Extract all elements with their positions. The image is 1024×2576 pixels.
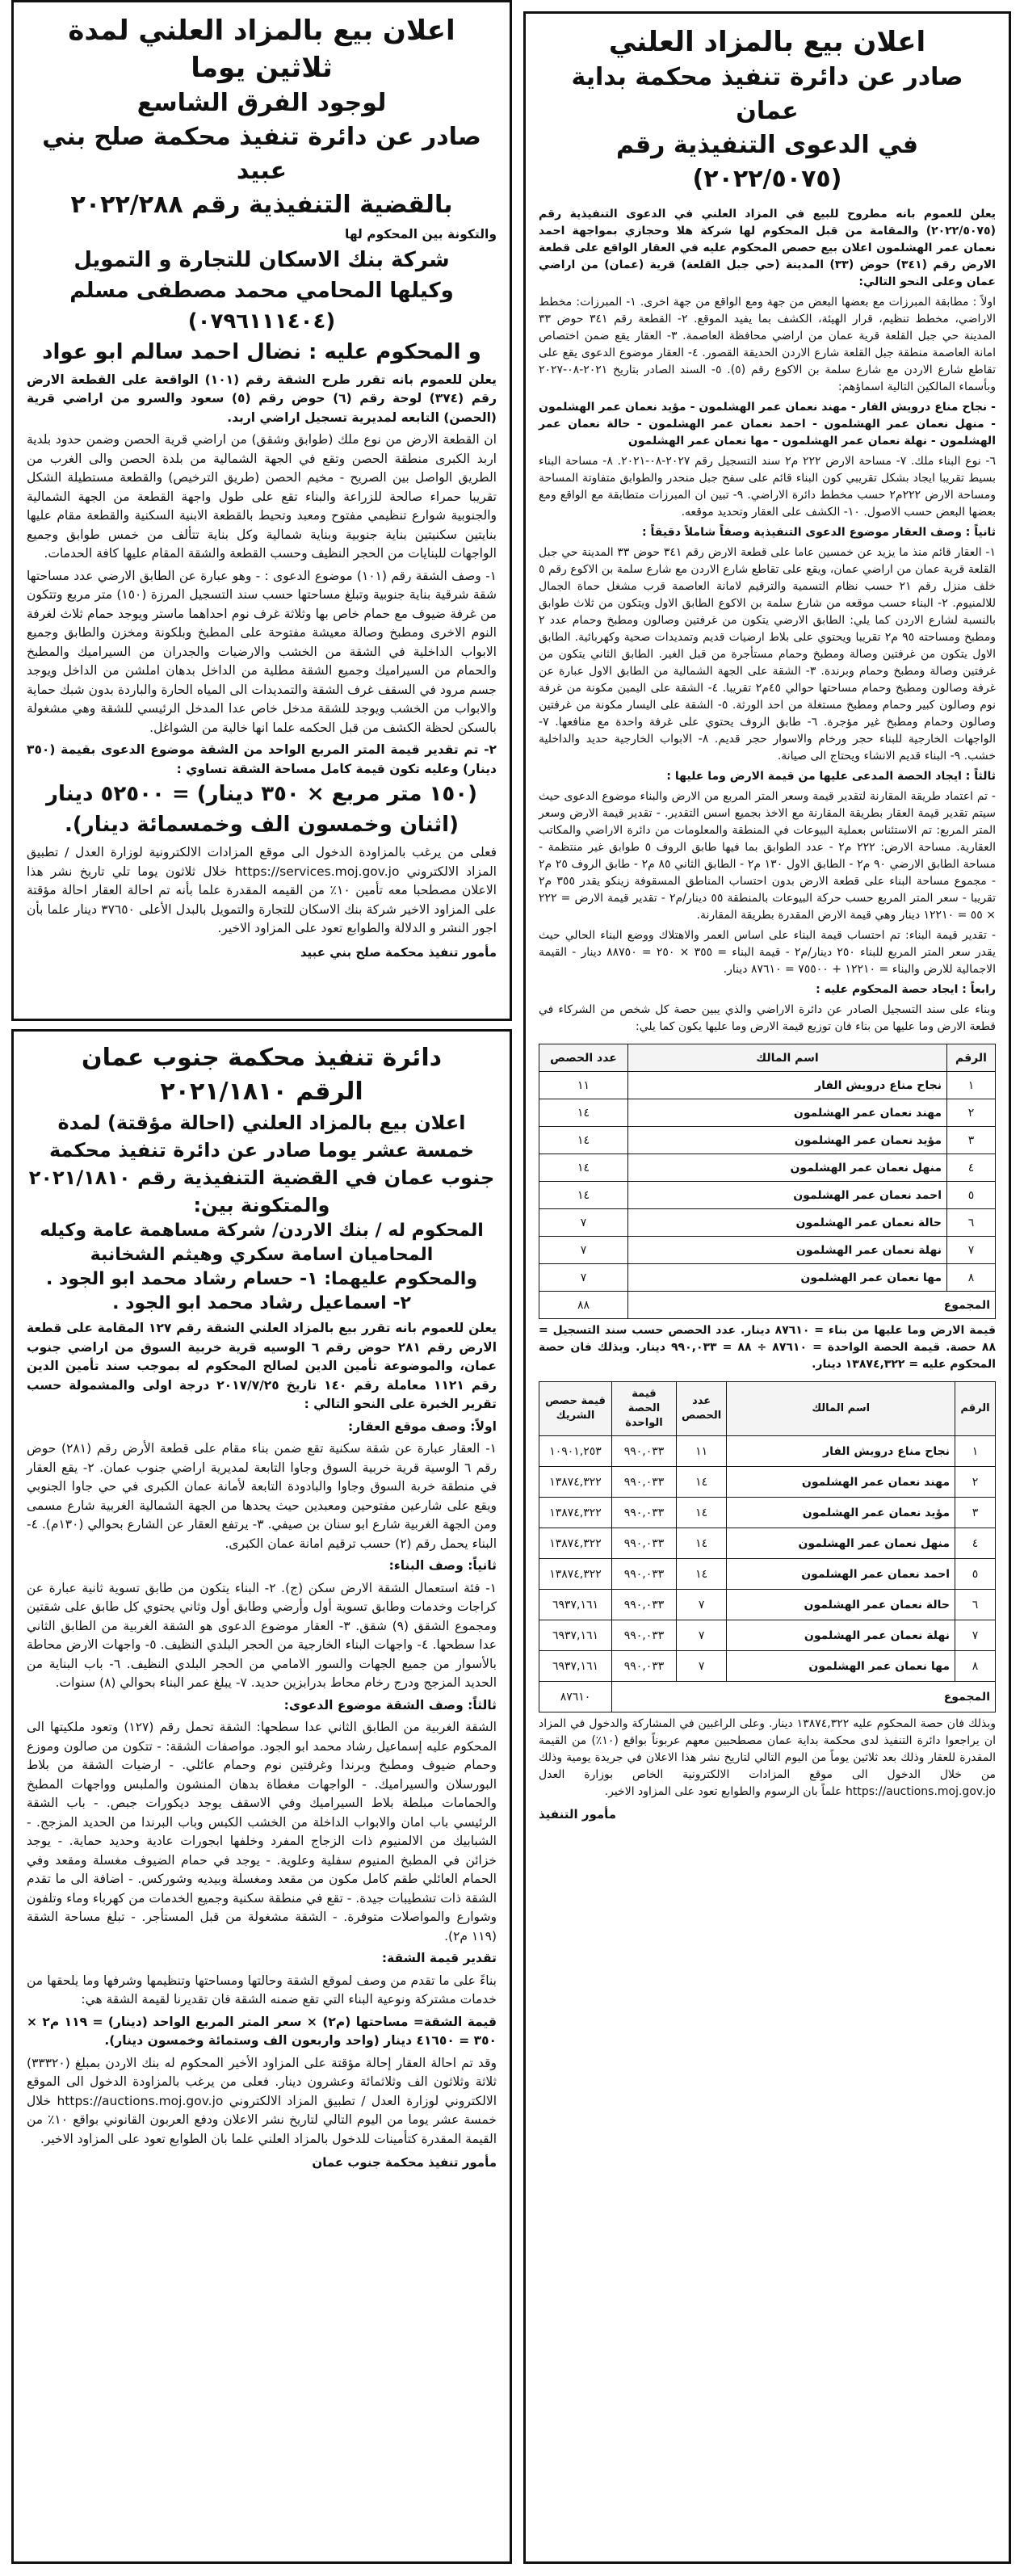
lb-body-5: وقد تم احالة العقار إحالة مؤقتة على المزاود الأخير المحكوم له بنك الاردن بمبلغ (٣٣٣٢٠) ثلاثة وثلاثون الف وثلاثمائة وعشرون دينار. فعلى من يرغب بالمزاودة الدخول الى الموقع الالكتروني لوزارة العدل / تطبيق المزاد الالكتروني https://auctions.moj.gov.jo خلال خمسة عشر يوما من اليوم التالي لتاريخ نشر الاعلان ودفع العربون القانوني بواقع ١٠٪ من القيمة المقدرة كتأمينات للدخول بالمزاد العلني علما بان الطوابع تعود على المزاود الاخير. — [27, 2055, 497, 2146]
right-body-1: ٦- نوع البناء ملك. ٧- مساحة الارض ٢٢٢ م٢ سند التسجيل رقم ٢٠٢٧-٠٨-٢٠٢١. ٨- مساحة البناء بسيط تقريبا ايجاد بشكل تقريبي كون البناء قائم على سفح جبل منحدر والطوابق متفاوتة المساحة ومساحة الارض ٢٢٢م٢ حسب مخطط دائرة الاراضي. ٩- تبين ان المبرزات متطابقة مع الواقع ومع بعضها البعض حسب الاصول. ١٠- الكشف على العقار وتحديد موقعه. — [539, 455, 997, 519]
col-number: الرقم — [947, 1044, 996, 1072]
cell-no: ٤ — [955, 1528, 996, 1559]
right-title-3: في الدعوى التنفيذية رقم (٢٠٢٢/٥٠٧٥) — [615, 131, 919, 193]
right-announcement — [523, 11, 1011, 2564]
cell-no: ٦ — [947, 1209, 996, 1237]
left-bottom-announcement — [11, 1029, 512, 2564]
cell-shares: ٧ — [677, 1620, 727, 1651]
lt-party-2: وكيلها المحامي محمد مصطفى مسلم (٠٧٩٦١١١٤٠٤) — [69, 278, 454, 334]
cell-owner: منهل نعمان عمر الهشلمون — [628, 1154, 947, 1182]
lt-signature: مأمور تنفيذ محكمة صلح بني عبيد — [300, 944, 497, 960]
cell-share-value: ٩٩٠,٠٣٣ — [612, 1528, 677, 1559]
cell-no: ٥ — [947, 1182, 996, 1209]
cell-shares: ١٤ — [677, 1559, 727, 1590]
cell-partner-value: ١٠٩٠١,٢٥٣ — [539, 1436, 612, 1467]
col-number: الرقم — [955, 1382, 996, 1436]
table-row — [539, 1559, 996, 1590]
right-section-2-title: ثانياً : وصف العقار موضوع الدعوى التنفيذية وصفاً شاملاً دقيقاً : — [642, 526, 996, 539]
col-owner: اسم المالك — [628, 1044, 947, 1072]
lb-section-2: ثانياً: وصف البناء: — [388, 1558, 497, 1573]
cell-partner-value: ١٣٨٧٤,٣٢٢ — [539, 1467, 612, 1498]
table-row — [539, 1182, 996, 1209]
cell-owner: مؤيد نعمان عمر الهشلمون — [628, 1127, 947, 1154]
cell-partner-value: ٦٩٣٧,١٦١ — [539, 1590, 612, 1620]
cell-owner: مهند نعمان عمر الهشلمون — [628, 1099, 947, 1127]
lb-section-3: ثالثاً: وصف الشقة موضوع الدعوى: — [283, 1697, 497, 1712]
lt-body-5: فعلى من يرغب بالمزاودة الدخول الى موقع المزادات الالكترونية لوزارة العدل / تطبيق المزاد الالكتروني https://services.moj.gov.jo خلال ثلاثون يوما تلي تاريخ نشر هذا الاعلان مصطحبا معه تأمين ١٠٪ من القيمه المقدرة علما بأنه تم احالة العقار احالة مؤقتة على المزاود الاخير شركة بنك الاسكان للتجارة والتمويل بالبدل الأعلى ٣٧٦٥٠ دينار علما بأن اجور النشر و الدلالة والطوابع تعود على المزاود الاخير. — [27, 845, 497, 935]
total-label: المجموع — [628, 1292, 996, 1319]
lt-title-2: لوجود الفرق الشاسع — [136, 89, 387, 117]
table-row — [539, 1127, 996, 1154]
total-value: ٨٨ — [539, 1292, 628, 1319]
cell-shares: ١١ — [539, 1072, 628, 1099]
lb-title-4: والمتكونة بين: — [193, 1194, 330, 1217]
left-top-announcement — [11, 0, 512, 1021]
table-total-row — [539, 1292, 996, 1319]
cell-partner-value: ١٣٨٧٤,٣٢٢ — [539, 1559, 612, 1590]
table-row — [539, 1237, 996, 1264]
col-partner-value: قيمة حصص الشريك — [539, 1382, 612, 1436]
cell-owner: نهلة نعمان عمر الهشلمون — [628, 1237, 947, 1264]
cell-no: ١ — [947, 1072, 996, 1099]
lb-party-1: المحكوم له / بنك الاردن/ شركة مساهمة عامة وكيله المحاميان اسامة سكري وهيثم الشخانبة — [40, 1221, 484, 1265]
cell-shares: ٧ — [677, 1590, 727, 1620]
cell-no: ٣ — [955, 1498, 996, 1528]
right-body-4: - تقدير قيمة البناء: تم احتساب قيمة البناء على اساس العمر والاهتلاك ووضع البناء الحالي حيث يقدر سعر المتر المربع للبناء ٢٥٠ دينار/م٢ - قيمة البناء = ٣٥٥ × ٢٥٠ = ٨٨٧٥٠ دينار - القيمة الاجمالية للارض والبناء = ١٢٢١٠ + ٧٥٥٠٠ = ٨٧٦١٠ دينار. — [539, 929, 996, 976]
col-shares: عدد الحصص — [539, 1044, 628, 1072]
right-closing: وبذلك فان حصة المحكوم عليه ١٣٨٧٤,٣٢٢ دينار. وعلى الراغبين في المشاركة والدخول في المزاد ان يراجعوا دائرة التنفيذ لدى محكمة بداية عمان مصطحبين معهم عربوناً بواقع (١٠٪) من القيمة المقدرة للعقار وذلك بعد ثلاثين يوماً من اليوم التالي لتاريخ نشر هذا الاعلان في جريدة يومية وذلك من خلال الدخول الى موقع المزادات الالكترونية الخاص بوزارة العدل https://auctions.moj.gov.jo علماً بان الرسوم والطوابع تعود على المزاود الاخير. — [539, 1717, 996, 1798]
cell-share-value: ٩٩٠,٠٣٣ — [612, 1651, 677, 1682]
lb-signature: مأمور تنفيذ محكمة جنوب عمان — [312, 2155, 497, 2170]
values-table — [539, 1381, 996, 1712]
lb-title-2: الرقم ٢٠٢١/١٨١٠ — [160, 1078, 363, 1106]
lb-formula: قيمة الشقة= مساحتها (م٢) × سعر المتر المربع الواحد (دينار) = ١١٩ م٢ × ٣٥٠ = ٤١٦٥٠ دينار (واحد واربعون الف وستمائة وخمسون دينار). — [27, 2014, 497, 2048]
cell-owner: احمد نعمان عمر الهشلمون — [628, 1182, 947, 1209]
cell-owner: مها نعمان عمر الهشلمون — [727, 1651, 955, 1682]
cell-no: ١ — [955, 1436, 996, 1467]
cell-share-value: ٩٩٠,٠٣٣ — [612, 1590, 677, 1620]
total-value: ٨٧٦١٠ — [539, 1682, 612, 1712]
lb-body-2: ١- فئة استعمال الشقة الارض سكن (ج). ٢- البناء يتكون من طابق تسوية ثانية عبارة عن كراجات وخدمات وطابق تسوية أول وأرضي وطابق أول وثاني يحتوي كل طابق على شقتين ومجموع الشقق (٩) شقق. ٣- العقار موضوع الدعوى هو الشقة الغربية من الطابق الثاني عدا سطحها. ٤- واجهات البناء الخارجية من الحجر البلدي النظيف. ٥- واجهات الارض محاطة بالأسوار من جميع الجهات والسور الامامي من الحجر البلدي النظيف. ٦- باب البناية من الحديد المزجج ودرج رخام محاط بدرابزين حديد. ٧- يبلغ عمر البناء بحوالي (٨) سنوات. — [27, 1580, 497, 1690]
col-share-value: قيمة الحصة الواحدة — [612, 1382, 677, 1436]
table-row — [539, 1154, 996, 1182]
table-row — [539, 1620, 996, 1651]
lb-section-4: تقدير قيمة الشقة: — [381, 1951, 497, 1965]
cell-share-value: ٩٩٠,٠٣٣ — [612, 1467, 677, 1498]
lt-body-3: ١- وصف الشقة رقم (١٠١) موضوع الدعوى : - وهو عبارة عن الطابق الارضي عدد مساحتها شقة شرقية بناية جنوبية وتبلغ مساحتها حسب سند التسجيل المرزة (١٥٠) متر مربع وتتكون من غرفة ضيوف مع حمام خاص بها وثلاثة غرف نوم احداهما ماستر ويوجد حمام ثلاث لغرفة النوم الاخرى ومطبخ وصالة معيشة مفتوحة على المطبخ وبلكونة ومخزن والطابق وجميع الابواب الداخلية في الشقة من الخشب والارضيات والجدران من السيراميك والمطبخ والحمام من السيراميك وجميع الشقة مطلية من الداخل بدهان املشن من الداخل ويوجد جسم مرود في السقف غرف الشقة والتمديدات الى المياه الحارة والباردة بدون شبك حماية والابواب من الخشب ويوجد للشقة مدخل خاص عدا المدخل الرئيسي للشقة وهي مشغولة بالسكن لحظة الكشف من قبل الحكمه علما انها خالية من الشواغل. — [27, 568, 497, 735]
lb-party-2: والمحكوم عليهما: ١- حسام رشاد محمد ابو الجود . — [45, 1269, 478, 1289]
cell-no: ٨ — [947, 1264, 996, 1292]
right-intro: يعلن للعموم بانه مطروح للبيع في المزاد العلني في الدعوى التنفيذية رقم (٢٠٢٢/٥٠٧٥) والمقامة من قبل المحكوم لها شركة هلا وحجازي بمواجهة احمد نعمان عمر الهشلمون اعلان بيع حصص المحكوم عليه في العقار الواقع على قطعة الارض رقم (٣٤١) حوض (٣٣) المدينة (حي جبل القلعة) قرية (عمان) من اراضي عمان وعلى النحو التالي: — [539, 208, 997, 288]
cell-share-value: ٩٩٠,٠٣٣ — [612, 1436, 677, 1467]
cell-owner: منهل نعمان عمر الهشلمون — [727, 1528, 955, 1559]
right-body-5: وبناء على سند التسجيل الصادر عن دائرة الاراضي والذي يبين حصة كل شخص من الشركاء في قطعة الارض وما عليها من بناء فان توزيع قيمة الارض وما عليها يكون كما يلي: — [539, 1003, 996, 1033]
lt-title-3: صادر عن دائرة تنفيذ محكمة صلح بني عبيد — [42, 123, 481, 185]
table-total-row — [539, 1682, 996, 1712]
cell-shares: ١٤ — [677, 1498, 727, 1528]
right-owners-list: - نجاح مناع درويش الفار - مهند نعمان عمر الهشلمون - مؤيد نعمان عمر الهشلمون - منهل نعمان عمر الهشلمون - احمد نعمان عمر الهشلمون - حالة نعمان عمر الهشلمون - نهلة نعمان عمر الهشلمون - مها نعمان عمر الهشلمون — [539, 401, 996, 448]
cell-shares: ١٤ — [677, 1528, 727, 1559]
lt-body-2: ان القطعة الارض من نوع ملك (طوابق وشقق) من اراضي قرية الحصن وضمن حدود بلدية اربد الكبرى منطقة الحصن وتقع في الجهة الشمالية من بلدة الحصن والى الغرب من الطريق الواصل بين الصريح - مخيم الحصن (طريق الترخيص) والقطعة مستطيلة الشكل تقريبا حمراء صالحة للزراعة والبناء تقع على طول واجهة القطعة من الجهة الشمالية والجنوبية شوارع تنظيمي مفتوح ومعبد وتحيط بالقطعة الابنية السكنية والقطعة مقام عليها بنايتين سكنيتين بناية جنوبية وبناية شمالية وكل بناية تتألف من خمس طوابق وجميع الواجهات للبنايات من الحجر النظيف وحسب القطعة والشقة المقام عليها كافة الحدمات. — [27, 432, 497, 561]
cell-share-value: ٩٩٠,٠٣٣ — [612, 1559, 677, 1590]
cell-no: ٥ — [955, 1559, 996, 1590]
lt-title-1: اعلان بيع بالمزاد العلني لمدة ثلاثين يوما — [68, 15, 455, 84]
cell-partner-value: ٦٩٣٧,١٦١ — [539, 1651, 612, 1682]
cell-shares: ٧ — [677, 1651, 727, 1682]
cell-no: ٨ — [955, 1651, 996, 1682]
right-body-2: ١- العقار قائم منذ ما يزيد عن خمسين عاما على قطعة الارض رقم ٣٤١ حوض ٣٣ المدينة حي جبل القلعة قرية عمان من اراضي عمان، ويقع على تقاطع شارع الاردن مع شارع سلمة بن الاكوع رقم ٥ خلف منزل رقم ٢١ حسب نظام التسمية والترقيم لامانة العاصمة قرب مشغل حماة الجمال للالمنيوم. ٢- البناء حسب موقعه من شارع سلمة بن الاكوع الطابق الاول ويتكون من ثلاث طوابق بالنسبة لشارع الاردن كما يلي: الطابق الارضي يتكون من غرفتين وصالون ومطبخ وحمام عدد ٢ ومطبخ ومساحته ٩٥ م٢ تقريبا ويحتوي على بلاط ارضيات قديم وتمديدات صحية وكهربائية. الطابق الاول يتكون من غرفتين وصالة ومطبخ وحمام مستأجرة من قبل الغير. الطابق الثاني يتكون من غرفتين وصالة ومطبخ وحمام وبرندة. ٣- الشقة على الجهة الشمالية من الطابق الاول عبارة عن غرفة وصالون ومطبخ وحمام مساحتها حوالي ٤٥م٢ تقريبا. ٤- الشقة على اليمين مكونة من غرفة نوم وصالون كبير وحمام ومطبخ مستغلة من احد الورثة. ٥- الشقة على اليسار مكونة من غرفتين وصالون وحمام ومطبخ غير مؤجرة. ٦- طابق الروف يحتوي على غرفة واحدة مع منافعها. ٧- الواجهات الخارجية للبناء حجر ورخام والاسوار حجر قديم. ٨- الابواب الخارجية حديد والداخلية خشب. ٩- البناء قديم الانشاء ويحتاج الى صيانة. — [539, 546, 996, 763]
lb-intro: يعلن للعموم بانه تقرر بيع بالمزاد العلني الشقة رقم ١٢٧ المقامة على قطعة الارض رقم ٢٨١ حوض رقم ٦ الوسيه قرية خربية السوق من اراضي جنوب عمان، والموضوعة تأمين الدين لصالح المحكوم له بموجب سند تأمين الدين رقم ١١٢١ معاملة رقم ١٤٠ تاريخ ٢٠١٧/٧/٢٥ درجة اولى والمشمولة حسب تقرير الخبرة على النحو التالي : — [27, 1321, 497, 1411]
cell-no: ٧ — [955, 1620, 996, 1651]
cell-owner: مؤيد نعمان عمر الهشلمون — [727, 1498, 955, 1528]
lt-body-1: يعلن للعموم بانه تقرر طرح الشقة رقم (١٠١) الواقعة على القطعة الارض رقم (٣٧٤) لوحة رقم (٦) حوض رقم (٥) سعود والسرو من اراضي قرية (الحصن) التابعه لمديرية تسجيل اراضي اربد. — [27, 372, 497, 425]
lt-body-4: ٢- تم تقدير قيمة المتر المربع الواحد من الشقة موضوع الدعوى بقيمة (٣٥٠ دينار) وعليه تكون قيمة كامل مساحة الشقة تساوي : — [27, 742, 497, 776]
cell-no: ٤ — [947, 1154, 996, 1182]
right-title-1: اعلان بيع بالمزاد العلني — [608, 26, 926, 58]
cell-shares: ٧ — [539, 1209, 628, 1237]
table-row — [539, 1528, 996, 1559]
right-section-4-title: رابعاً : ايجاد حصة المحكوم عليه : — [816, 983, 996, 996]
table-row — [539, 1099, 996, 1127]
lt-party-1: شركة بنك الاسكان للتجارة و التمويل — [73, 247, 450, 272]
lb-title-3: اعلان بيع بالمزاد العلني (احالة مؤقتة) لمدة خمسة عشر يوما صادر عن دائرة تنفيذ محكمة جنوب عمان في القضية التنفيذية رقم ٢٠٢١/١٨١٠ — [28, 1112, 495, 1189]
cell-no: ٣ — [947, 1127, 996, 1154]
right-title-2: صادر عن دائرة تنفيذ محكمة بداية عمان — [571, 63, 963, 125]
table-row — [539, 1651, 996, 1682]
table-row — [539, 1072, 996, 1099]
cell-shares: ١٤ — [539, 1127, 628, 1154]
lb-section-1: اولاً: وصف موقع العقار: — [348, 1418, 497, 1434]
cell-partner-value: ١٣٨٧٤,٣٢٢ — [539, 1498, 612, 1528]
cell-owner: حالة نعمان عمر الهشلمون — [628, 1209, 947, 1237]
cell-shares: ١٤ — [539, 1154, 628, 1182]
cell-owner: حالة نعمان عمر الهشلمون — [727, 1590, 955, 1620]
right-calc: قيمة الارض وما عليها من بناء = ٨٧٦١٠ دينار. عدد الحصص حسب سند التسجيل = ٨٨ حصة. قيمة الحصة الواحدة = ٨٧٦١٠ ÷ ٨٨ = ٩٩٠,٠٣٣ دينار. وبذلك فان حصة المحكوم عليه = ١٣٨٧٤,٣٢٢ دينار. — [539, 1324, 997, 1371]
lb-body-1: ١- العقار عبارة عن شقة سكنية تقع ضمن بناء مقام على قطعة الأرض رقم (٢٨١) حوض رقم ٦ الوسية قرية خربية السوق وجاوا التابعة لمديرية اراضي جنوب عمان. ٢- يقع العقار في منطقة خربة السوق وجاوا والبادودة التابعة لأمانة عمان الكبرى في حي جاوا الجنوبي ويقع على شارعين مفتوحين ومعبدين حيث يحدها من الجهة الشمالية الغربية شارع مسمى ومن الجهة الغربية شارع ابو سنان بن صيفي. ٣- يرتفع العقار عن الشارع بحوالي (١٣٠م). ٤- البناء يحمل رقم (٢) حسب ترقيم امانة عمان الكبرى. — [27, 1441, 497, 1551]
cell-shares: ١١ — [677, 1436, 727, 1467]
col-shares: عدد الحصص — [677, 1382, 727, 1436]
cell-shares: ١٤ — [539, 1099, 628, 1127]
lb-body-4: بناءً على ما تقدم من وصف لموقع الشقة وحالتها ومساحتها وتنظيمها وشرفها وما يلحقها من خدمات مشتركة ونوعية البناء التي تقع ضمنه الشقة فان تقديرنا لقيمة الشقة هي: — [27, 1973, 497, 2007]
lt-party-3: و المحكوم عليه : نضال احمد سالم ابو عواد — [42, 339, 481, 364]
total-label: المجموع — [612, 1682, 996, 1712]
cell-no: ٧ — [947, 1237, 996, 1264]
lt-formula: (١٥٠ متر مربع × ٣٥٠ دينار) = ٥٢٥٠٠ دينار — [46, 782, 477, 806]
right-section-3-title: ثالثاً : ايجاد الحصة المدعى عليها من قيمة الارض وما عليها : — [666, 770, 996, 783]
right-signature: مأمور التنفيذ — [539, 1807, 617, 1822]
cell-owner: نجاح مناع درويش الفار — [727, 1436, 955, 1467]
cell-shares: ١٤ — [677, 1467, 727, 1498]
shares-table-header — [539, 1044, 996, 1072]
cell-shares: ٧ — [539, 1237, 628, 1264]
table-row — [539, 1209, 996, 1237]
lb-party-3: ٢- اسماعيل رشاد محمد ابو الجود . — [112, 1293, 411, 1313]
cell-owner: احمد نعمان عمر الهشلمون — [727, 1559, 955, 1590]
cell-share-value: ٩٩٠,٠٣٣ — [612, 1498, 677, 1528]
cell-no: ٢ — [947, 1099, 996, 1127]
cell-share-value: ٩٩٠,٠٣٣ — [612, 1620, 677, 1651]
cell-owner: نجاح مناع درويش الفار — [628, 1072, 947, 1099]
shares-table — [539, 1044, 996, 1319]
table-row — [539, 1590, 996, 1620]
cell-owner: مها نعمان عمر الهشلمون — [628, 1264, 947, 1292]
cell-partner-value: ٦٩٣٧,١٦١ — [539, 1620, 612, 1651]
right-desc: اولاً : مطابقة المبرزات مع بعضها البعض من جهة ومع الواقع من جهة اخرى. ١- المبرزات: مخطط الاراضي، مخطط تنظيم، قرار الهيئة، الكشف بما يفيد الموقع. ٢- القطعة رقم ٣٤١ حوض ٣٣ المدينة حي جبل القلعة قرية عمان من اراضي محافظة العاصمة. ٣- العقار يقع ضمن اختصاص امانة العاصمة منطقة جبل القلعة شارع الاردن الحديقة القصور. ٤- العقار موضوع الدعوى يقع على تقاطع شارع الاردن مع شارع سلمة بن الاكوع رقم (٥). ٥- السند الصادر بتاريخ ٢٠٢١-٠٨-٢٠٢٧ وبأسماء المالكين التالية اسماؤهم: — [539, 296, 997, 393]
table-row — [539, 1264, 996, 1292]
cell-partner-value: ١٣٨٧٤,٣٢٢ — [539, 1528, 612, 1559]
col-owner: اسم المالك — [727, 1382, 955, 1436]
lb-title-1: دائرة تنفيذ محكمة جنوب عمان — [81, 1044, 442, 1072]
lt-formula-words: (اثنان وخمسون الف وخمسمائة دينار). — [65, 813, 459, 837]
cell-shares: ٧ — [539, 1264, 628, 1292]
cell-no: ٦ — [955, 1590, 996, 1620]
cell-owner: مهند نعمان عمر الهشلمون — [727, 1467, 955, 1498]
right-body-3: - تم اعتماد طريقة المقارنة لتقدير قيمة وسعر المتر المربع من الارض والبناء موضوع الدعوى حيث سيتم تقدير قيمة العقار بطريقة المقارنة مع الاخذ بجميع اسس التقدير. - تقدير قيمة الارض وسعر المتر المربع: تم الاستئناس بعملية البيوعات في المنطقة والمعلومات من دائرة الاراضي والمكاتب العقارية. مساحة الارض: ٢٢٢ م٢ - عدد الطوابق بما فيها طابق الروف ٥ طوابق غير منتظمة - مساحة الطابق الارضي ٩٠ م٢ - الطابق الاول ١٣٠ م٢ - الطابق الثاني ٨٥ م٢ - طابق الروف ٢٥ م٢ - مجموع مساحة البناء على قطعة الارض بدون احتساب المناطق المسقوفة زينكو يقدر ٣٥٥ م٢ تقريبا - سعر المتر المربع حسب حركة البيوعات بالمنطقة ٥٥ دينار/م٢ - تقدير قيمة الارض = ٢٢٢ × ٥٥ = ١٢٢١٠ دينار وهي قيمة الارض المقدرة بطريقة المقارنة. — [539, 790, 997, 922]
cell-owner: نهلة نعمان عمر الهشلمون — [727, 1620, 955, 1651]
table-row — [539, 1467, 996, 1498]
lb-body-3: الشقة الغربية من الطابق الثاني عدا سطحها: الشقة تحمل رقم (١٢٧) وتعود ملكيتها الى المحكوم عليه إسماعيل رشاد محمد ابو الجود. مواصفات الشقة: - تتكون من صالون وموزع وحمام ضيوف ومطبخ وبرندا وغرفتين نوم وحمام عائلي. - ارضيات الشقة من بلاط البورسلان والسيراميك. - الواجهات مغطاة بدهان المنشون والملبس وواجهات المطبخ والحمامات مبلطة بلاط السيراميك وفي الاسقف يوجد ديكورات جبص. - باب الشقة الرئيسي باب امان والابواب الداخلة من الخشب الكبس وباب البرندا من الحديد المزجج. - الشبابيك من الالمنيوم ذات الزجاج المفرد وخلفها ابجورات عادية وحديد حماية. - يوجد خزائن في المطبخ المنيوم سفلية وعلوية. - يوجد في حمام الضيوف مغسلة ومقعد وفي الحمام العائلي طقم كامل مكون من مقعد ومغسلة وبيديه وشوركس. - اضافة الى ما تقدم الشقة ذات تشطيبات جيدة. - تقع في منطقة سكنية وجميع الخدمات من كهرباء وماء وتلفون وشوارع والمواصلات متوفرة. - الشقة مشغولة من قبل المستأجر. - تبلغ مساحة الشقة (١١٩ م٢). — [27, 1720, 497, 1944]
cell-no: ٢ — [955, 1467, 996, 1498]
table-row — [539, 1498, 996, 1528]
values-table-header — [539, 1382, 996, 1436]
table-row — [539, 1436, 996, 1467]
lt-party-intro: والتكونة بين المحكوم لها — [345, 227, 497, 242]
cell-shares: ١٤ — [539, 1182, 628, 1209]
lt-title-4: بالقضية التنفيذية رقم ٢٠٢٢/٢٨٨ — [70, 191, 453, 219]
